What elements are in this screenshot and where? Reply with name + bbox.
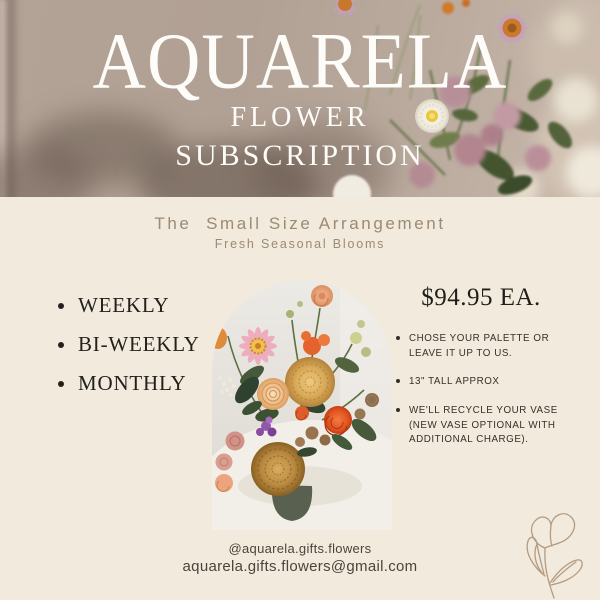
frequency-list bbox=[58, 293, 200, 410]
bullet-icon bbox=[396, 379, 400, 383]
detail-item-height bbox=[396, 375, 566, 390]
section-heading: The Small Size Arrangement bbox=[154, 214, 446, 233]
brand-title: AQUARELA bbox=[92, 17, 508, 107]
details-list bbox=[396, 332, 566, 448]
detail-item-vase bbox=[396, 404, 566, 448]
detail-text: 13" TALL APPROX bbox=[409, 376, 500, 388]
detail-item-palette bbox=[396, 332, 566, 361]
arrangement-photo bbox=[212, 280, 392, 530]
banner-text bbox=[0, 0, 600, 173]
banner-subtitle-flower: FLOWER bbox=[230, 102, 370, 134]
flower-line-art-icon bbox=[498, 484, 598, 600]
detail-text: CHOSE YOUR PALETTE OR LEAVE IT UP TO US. bbox=[409, 333, 550, 359]
email-address: aquarela.gifts.flowers@gmail.com bbox=[182, 558, 418, 575]
instagram-handle: @aquarela.gifts.flowers bbox=[228, 541, 372, 556]
bullet-icon bbox=[58, 303, 64, 309]
section-subheading: Fresh Seasonal Blooms bbox=[214, 237, 386, 251]
price: $94.95 EA. bbox=[421, 284, 541, 311]
details-column bbox=[396, 284, 566, 462]
arrangement-illustration bbox=[212, 280, 392, 530]
banner-subtitle-subscription: SUBSCRIPTION bbox=[175, 139, 425, 173]
banner bbox=[0, 0, 600, 197]
bullet-icon bbox=[58, 381, 64, 387]
detail-text: WE'LL RECYCLE YOUR VASE (NEW VASE OPTIONAL WITH ADDITIONAL CHARGE). bbox=[409, 405, 558, 446]
frequency-item-weekly bbox=[58, 293, 200, 318]
frequency-label: WEEKLY bbox=[78, 293, 170, 317]
frequency-label: BI-WEEKLY bbox=[78, 332, 200, 356]
frequency-item-monthly bbox=[58, 371, 200, 396]
frequency-item-biweekly bbox=[58, 332, 200, 357]
frequency-label: MONTHLY bbox=[78, 371, 187, 395]
bullet-icon bbox=[396, 336, 400, 340]
bullet-icon bbox=[396, 408, 400, 412]
bullet-icon bbox=[58, 342, 64, 348]
